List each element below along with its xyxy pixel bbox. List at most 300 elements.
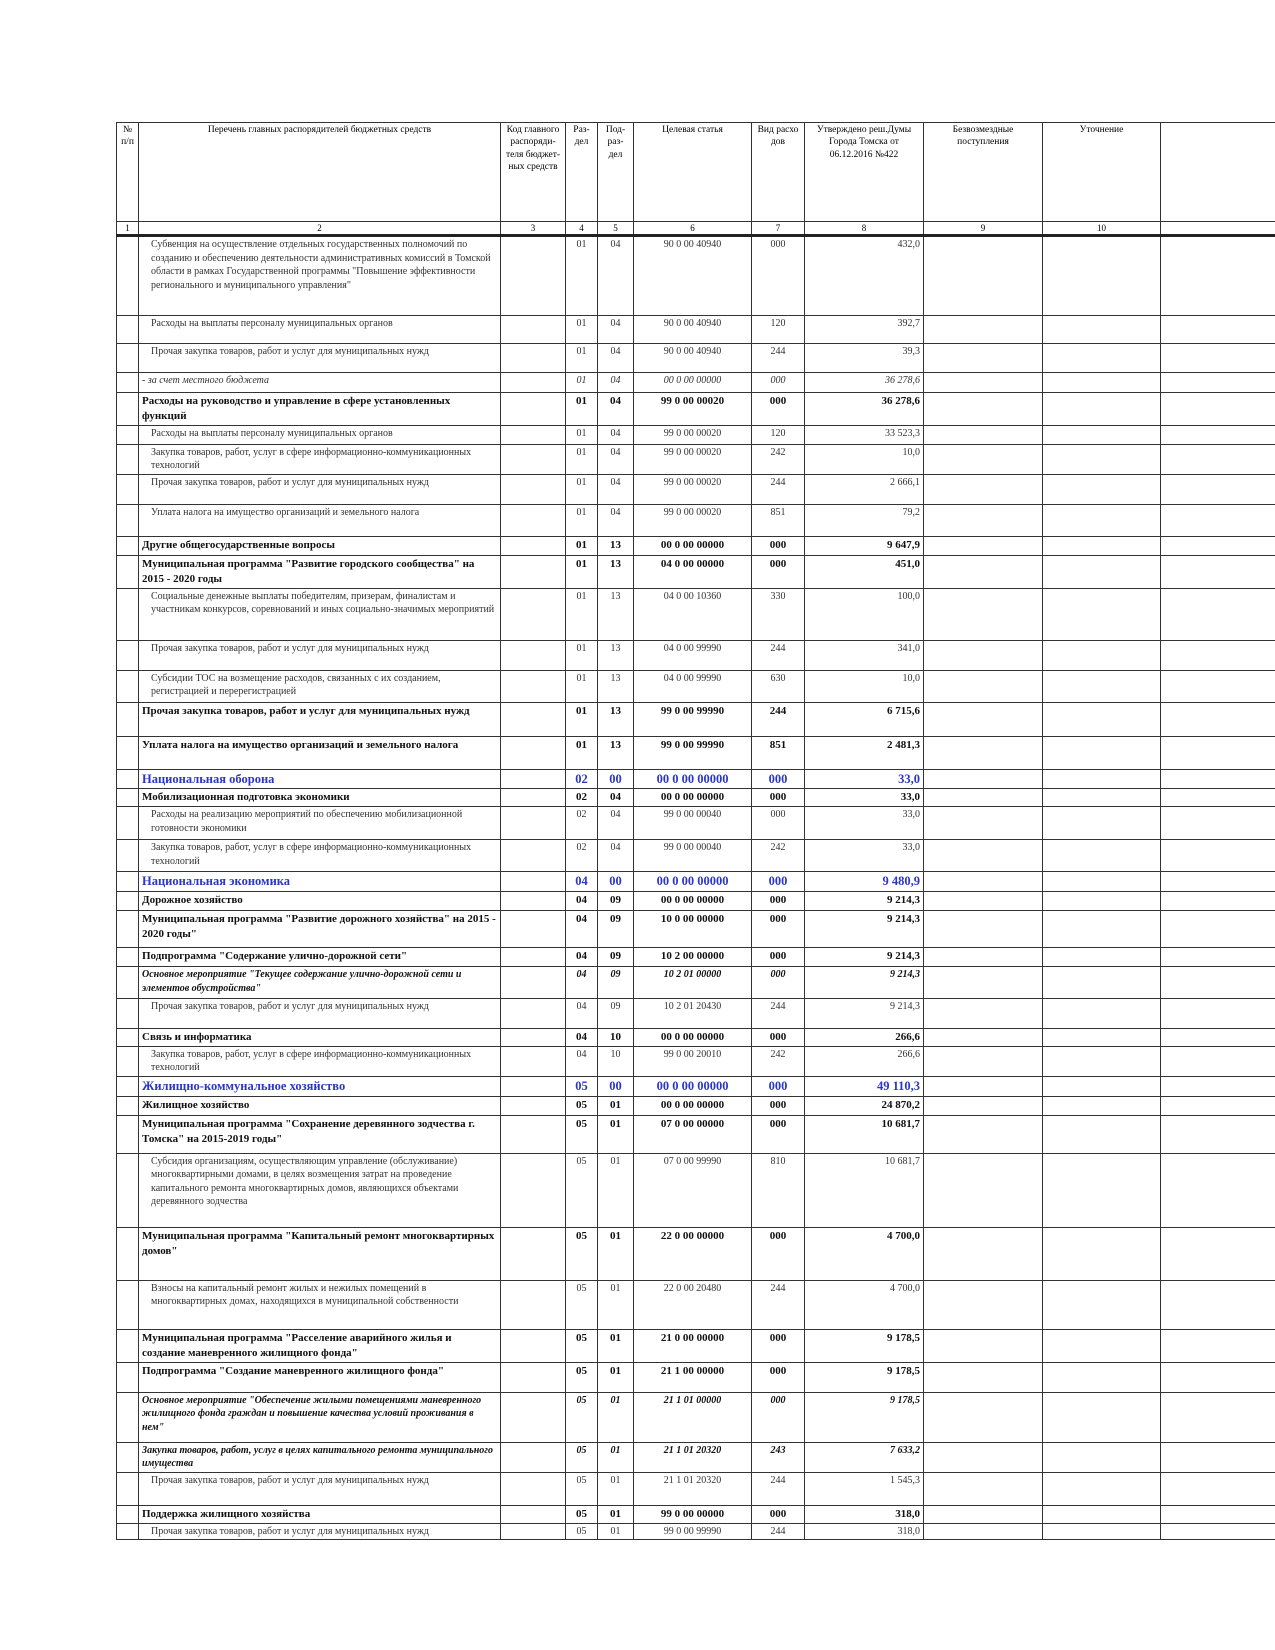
cell-gratis [924,840,1043,872]
cell-clarif [1043,536,1161,555]
table-row [117,588,1275,640]
cell-name: Национальная экономика [139,872,501,892]
cell-subsection: 04 [598,344,634,373]
colnum: 1 [117,222,139,236]
cell-approved: 39,3 [805,344,924,373]
cell-gratis [924,1029,1043,1047]
cell-clarif [1043,807,1161,840]
cell-clarif [1043,1505,1161,1523]
cell-exptype: 000 [752,1076,805,1096]
cell-name: Дорожное хозяйство [139,892,501,911]
cell-num [117,911,139,948]
header-exptype: Вид расхо дов [752,123,805,222]
colnum: 7 [752,222,805,236]
cell-name: Закупка товаров, работ, услуг в сфере информационно-коммуникационных технологий [139,840,501,872]
table-row [117,1029,1275,1047]
cell-approved: 24 870,2 [805,1096,924,1115]
cell-extra [1161,840,1275,872]
cell-gratis [924,444,1043,474]
cell-num [117,1153,139,1227]
cell-subsection: 01 [598,1442,634,1472]
cell-target: 99 0 00 00040 [634,807,752,840]
table-row [117,344,1275,373]
cell-approved: 79,2 [805,504,924,536]
cell-name: Мобилизационная подготовка экономики [139,789,501,807]
cell-section: 01 [566,316,598,344]
cell-extra [1161,1392,1275,1442]
cell-extra [1161,504,1275,536]
cell-exptype: 630 [752,670,805,702]
cell-clarif [1043,1442,1161,1472]
table-row [117,702,1275,736]
cell-subsection: 13 [598,640,634,670]
header-approved: Утверждено реш.Думы Города Томска от 06.12.2016 №422 [805,123,924,222]
cell-exptype: 000 [752,1329,805,1362]
cell-extra [1161,911,1275,948]
cell-exptype: 243 [752,1442,805,1472]
header-target: Целевая статья [634,123,752,222]
cell-clarif [1043,911,1161,948]
cell-clarif [1043,1362,1161,1392]
cell-name: Жилищно-коммунальное хозяйство [139,1076,501,1096]
cell-target: 04 0 00 10360 [634,588,752,640]
cell-target: 90 0 00 40940 [634,236,752,316]
cell-target: 90 0 00 40940 [634,316,752,344]
cell-code [501,840,566,872]
cell-clarif [1043,840,1161,872]
cell-gratis [924,1153,1043,1227]
cell-section: 01 [566,504,598,536]
cell-name: Муниципальная программа "Капитальный ремонт многоквартирных домов" [139,1227,501,1280]
table-row [117,1153,1275,1227]
cell-gratis [924,640,1043,670]
cell-gratis [924,1442,1043,1472]
cell-gratis [924,236,1043,316]
cell-num [117,1505,139,1523]
cell-name: Жилищное хозяйство [139,1096,501,1115]
cell-subsection: 09 [598,892,634,911]
cell-exptype: 120 [752,425,805,444]
cell-exptype: 242 [752,1046,805,1076]
cell-target: 00 0 00 00000 [634,872,752,892]
cell-subsection: 00 [598,1076,634,1096]
cell-name: Прочая закупка товаров, работ и услуг для муниципальных нужд [139,702,501,736]
cell-num [117,555,139,588]
cell-code [501,911,566,948]
cell-clarif [1043,967,1161,999]
cell-gratis [924,1523,1043,1540]
cell-code [501,807,566,840]
cell-target: 99 0 00 00020 [634,393,752,426]
cell-num [117,1442,139,1472]
cell-clarif [1043,736,1161,769]
cell-num [117,1227,139,1280]
colnum: 8 [805,222,924,236]
cell-name: Муниципальная программа "Расселение аварийного жилья и создание маневренного жилищного фонда" [139,1329,501,1362]
table-row [117,474,1275,504]
cell-section: 05 [566,1115,598,1153]
cell-subsection: 04 [598,425,634,444]
cell-section: 05 [566,1227,598,1280]
cell-approved: 4 700,0 [805,1280,924,1329]
cell-gratis [924,504,1043,536]
cell-clarif [1043,393,1161,426]
cell-approved: 2 481,3 [805,736,924,769]
cell-num [117,736,139,769]
cell-gratis [924,769,1043,789]
cell-section: 02 [566,769,598,789]
cell-subsection: 00 [598,872,634,892]
cell-section: 01 [566,425,598,444]
cell-num [117,588,139,640]
colnum: 5 [598,222,634,236]
cell-subsection: 04 [598,807,634,840]
cell-extra [1161,872,1275,892]
cell-target: 99 0 00 00020 [634,444,752,474]
cell-approved: 10 681,7 [805,1115,924,1153]
cell-subsection: 13 [598,555,634,588]
cell-extra [1161,444,1275,474]
cell-code [501,999,566,1029]
cell-gratis [924,588,1043,640]
cell-gratis [924,807,1043,840]
cell-exptype: 000 [752,373,805,393]
cell-code [501,474,566,504]
cell-extra [1161,474,1275,504]
cell-clarif [1043,316,1161,344]
cell-exptype: 244 [752,702,805,736]
cell-num [117,504,139,536]
cell-section: 04 [566,911,598,948]
cell-code [501,1076,566,1096]
cell-approved: 266,6 [805,1029,924,1047]
cell-target: 00 0 00 00000 [634,373,752,393]
cell-gratis [924,872,1043,892]
cell-exptype: 000 [752,892,805,911]
table-row [117,536,1275,555]
cell-gratis [924,1096,1043,1115]
table-row [117,373,1275,393]
cell-subsection: 13 [598,588,634,640]
table-row [117,1442,1275,1472]
cell-subsection: 01 [598,1472,634,1505]
cell-subsection: 04 [598,504,634,536]
cell-section: 01 [566,588,598,640]
cell-clarif [1043,1115,1161,1153]
cell-approved: 49 110,3 [805,1076,924,1096]
cell-subsection: 10 [598,1029,634,1047]
cell-code [501,588,566,640]
cell-approved: 36 278,6 [805,393,924,426]
cell-clarif [1043,1523,1161,1540]
cell-approved: 9 178,5 [805,1362,924,1392]
cell-name: Субвенция на осуществление отдельных государственных полномочий по созданию и обеспечению деятельности административных комиссий в Томской области в рамках Государственной программы "Повышение эффективности регионального и муниципального управления" [139,236,501,316]
cell-approved: 341,0 [805,640,924,670]
cell-subsection: 04 [598,316,634,344]
cell-num [117,373,139,393]
colnum: 4 [566,222,598,236]
cell-exptype: 000 [752,1227,805,1280]
cell-num [117,536,139,555]
cell-extra [1161,555,1275,588]
cell-num [117,872,139,892]
cell-num [117,236,139,316]
cell-clarif [1043,872,1161,892]
cell-section: 04 [566,948,598,967]
header-section: Раз-дел [566,123,598,222]
cell-subsection: 04 [598,393,634,426]
cell-clarif [1043,425,1161,444]
cell-exptype: 242 [752,840,805,872]
cell-gratis [924,1115,1043,1153]
cell-code [501,1392,566,1442]
cell-extra [1161,1096,1275,1115]
cell-clarif [1043,670,1161,702]
cell-section: 01 [566,536,598,555]
cell-target: 99 0 00 99990 [634,736,752,769]
cell-section: 05 [566,1153,598,1227]
cell-exptype: 244 [752,640,805,670]
cell-name: Прочая закупка товаров, работ и услуг для муниципальных нужд [139,640,501,670]
cell-code [501,536,566,555]
cell-code [501,1153,566,1227]
cell-section: 04 [566,872,598,892]
cell-gratis [924,316,1043,344]
cell-name: Субсидии ТОС на возмещение расходов, связанных с их созданием, регистрацией и перерегистрацией [139,670,501,702]
cell-name: - за счет местного бюджета [139,373,501,393]
cell-gratis [924,555,1043,588]
cell-subsection: 04 [598,373,634,393]
cell-target: 99 0 00 00040 [634,840,752,872]
cell-approved: 7 633,2 [805,1442,924,1472]
cell-approved: 9 214,3 [805,892,924,911]
cell-subsection: 01 [598,1392,634,1442]
cell-gratis [924,1392,1043,1442]
cell-clarif [1043,789,1161,807]
cell-code [501,948,566,967]
cell-subsection: 01 [598,1096,634,1115]
cell-num [117,840,139,872]
cell-clarif [1043,1029,1161,1047]
cell-num [117,1362,139,1392]
cell-approved: 9 214,3 [805,999,924,1029]
cell-subsection: 01 [598,1329,634,1362]
cell-section: 05 [566,1096,598,1115]
cell-name: Муниципальная программа "Развитие городского сообщества" на 2015 - 2020 годы [139,555,501,588]
cell-target: 10 2 01 20430 [634,999,752,1029]
cell-target: 00 0 00 00000 [634,769,752,789]
cell-section: 04 [566,892,598,911]
cell-section: 01 [566,670,598,702]
cell-exptype: 000 [752,872,805,892]
cell-exptype: 000 [752,769,805,789]
cell-section: 01 [566,736,598,769]
table-row [117,807,1275,840]
cell-code [501,425,566,444]
cell-code [501,1096,566,1115]
cell-extra [1161,670,1275,702]
cell-gratis [924,1362,1043,1392]
cell-num [117,967,139,999]
cell-gratis [924,373,1043,393]
table-row [117,316,1275,344]
cell-extra [1161,536,1275,555]
cell-code [501,702,566,736]
cell-code [501,1046,566,1076]
cell-approved: 9 178,5 [805,1392,924,1442]
cell-subsection: 01 [598,1505,634,1523]
cell-clarif [1043,1329,1161,1362]
cell-target: 21 1 00 00000 [634,1362,752,1392]
cell-num [117,425,139,444]
cell-code [501,316,566,344]
cell-extra [1161,344,1275,373]
cell-extra [1161,1029,1275,1047]
cell-num [117,1096,139,1115]
cell-subsection: 10 [598,1046,634,1076]
cell-exptype: 244 [752,1472,805,1505]
cell-name: Другие общегосударственные вопросы [139,536,501,555]
cell-approved: 2 666,1 [805,474,924,504]
cell-target: 00 0 00 00000 [634,1076,752,1096]
cell-exptype: 242 [752,444,805,474]
cell-name: Поддержка жилищного хозяйства [139,1505,501,1523]
cell-exptype: 851 [752,736,805,769]
cell-section: 01 [566,393,598,426]
cell-approved: 36 278,6 [805,373,924,393]
cell-extra [1161,967,1275,999]
cell-section: 05 [566,1442,598,1472]
cell-extra [1161,736,1275,769]
cell-exptype: 244 [752,474,805,504]
header-clarif: Уточнение [1043,123,1161,222]
cell-approved: 10,0 [805,444,924,474]
cell-gratis [924,474,1043,504]
cell-target: 21 0 00 00000 [634,1329,752,1362]
cell-section: 02 [566,807,598,840]
table-row [117,1392,1275,1442]
cell-clarif [1043,1280,1161,1329]
table-row [117,1472,1275,1505]
cell-name: Расходы на руководство и управление в сфере установленных функций [139,393,501,426]
cell-approved: 318,0 [805,1505,924,1523]
table-row [117,555,1275,588]
cell-target: 00 0 00 00000 [634,1029,752,1047]
cell-exptype: 000 [752,967,805,999]
cell-gratis [924,1472,1043,1505]
cell-name: Расходы на реализацию мероприятий по обеспечению мобилизационной готовности экономики [139,807,501,840]
cell-subsection: 00 [598,769,634,789]
cell-subsection: 01 [598,1115,634,1153]
cell-name: Национальная оборона [139,769,501,789]
cell-code [501,344,566,373]
cell-approved: 9 214,3 [805,911,924,948]
cell-code [501,1472,566,1505]
cell-extra [1161,640,1275,670]
cell-num [117,316,139,344]
cell-target: 00 0 00 00000 [634,536,752,555]
cell-target: 99 0 00 00000 [634,1505,752,1523]
cell-gratis [924,1505,1043,1523]
cell-section: 04 [566,999,598,1029]
cell-name: Субсидия организациям, осуществляющим управление (обслуживание) многоквартирными домами, в целях возмещения затрат на проведение капитального ремонта многоквартирных домов, являющихся объектами деревянного зодчества [139,1153,501,1227]
cell-num [117,807,139,840]
cell-num [117,670,139,702]
table-row [117,967,1275,999]
cell-section: 01 [566,702,598,736]
cell-exptype: 120 [752,316,805,344]
cell-subsection: 13 [598,736,634,769]
cell-code [501,236,566,316]
cell-target: 10 0 00 00000 [634,911,752,948]
cell-gratis [924,789,1043,807]
cell-num [117,1472,139,1505]
cell-gratis [924,1329,1043,1362]
cell-extra [1161,1227,1275,1280]
cell-exptype: 000 [752,1029,805,1047]
cell-approved: 33,0 [805,789,924,807]
cell-target: 21 1 01 00000 [634,1392,752,1442]
cell-code [501,872,566,892]
cell-gratis [924,892,1043,911]
cell-subsection: 13 [598,702,634,736]
cell-extra [1161,236,1275,316]
cell-exptype: 244 [752,344,805,373]
cell-section: 05 [566,1505,598,1523]
cell-exptype: 000 [752,536,805,555]
cell-extra [1161,769,1275,789]
cell-subsection: 01 [598,1153,634,1227]
table-row [117,789,1275,807]
cell-clarif [1043,999,1161,1029]
cell-exptype: 000 [752,555,805,588]
cell-section: 05 [566,1280,598,1329]
cell-section: 05 [566,1392,598,1442]
cell-section: 05 [566,1076,598,1096]
table-row [117,1076,1275,1096]
cell-target: 10 2 00 00000 [634,948,752,967]
cell-gratis [924,948,1043,967]
cell-target: 04 0 00 00000 [634,555,752,588]
cell-extra [1161,1153,1275,1227]
cell-clarif [1043,1472,1161,1505]
cell-target: 99 0 00 00020 [634,504,752,536]
cell-target: 04 0 00 99990 [634,640,752,670]
cell-extra [1161,1442,1275,1472]
cell-target: 00 0 00 00000 [634,1096,752,1115]
cell-gratis [924,344,1043,373]
cell-num [117,1029,139,1047]
cell-code [501,640,566,670]
header-extra [1161,123,1275,222]
cell-approved: 9 214,3 [805,948,924,967]
table-row [117,1227,1275,1280]
cell-num [117,948,139,967]
cell-clarif [1043,1153,1161,1227]
cell-exptype: 000 [752,807,805,840]
cell-exptype: 244 [752,1523,805,1540]
cell-clarif [1043,1076,1161,1096]
cell-gratis [924,393,1043,426]
cell-clarif [1043,1096,1161,1115]
cell-code [501,1029,566,1047]
table-row [117,999,1275,1029]
cell-approved: 10 681,7 [805,1153,924,1227]
cell-gratis [924,1227,1043,1280]
cell-exptype: 000 [752,1096,805,1115]
cell-gratis [924,702,1043,736]
cell-exptype: 000 [752,789,805,807]
